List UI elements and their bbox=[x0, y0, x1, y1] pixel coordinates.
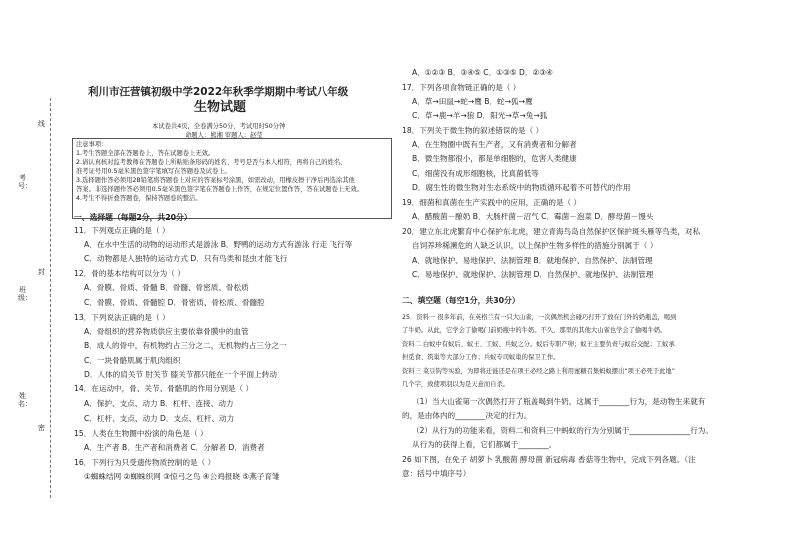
subject-title: 生物试题 bbox=[194, 100, 247, 115]
question-line: 13．下列说法正确的是（ ） bbox=[74, 313, 170, 322]
binding-line bbox=[50, 98, 51, 498]
notice-line: 准考证号用0.5毫米黑色签字笔填写在答题卷及试卷上。 bbox=[76, 168, 231, 175]
question-line: A．骨组织的营养物质供应主要依靠骨膜中的血管 bbox=[84, 327, 249, 336]
exam-info: 本试卷共4页，全卷满分50分，考试用时50分钟 bbox=[152, 123, 286, 130]
passage-line: 担觅食、筑巢等大部分工作；兵蚁专司蚁巢的保卫工作。 bbox=[402, 354, 560, 361]
question-line: 自饲养珍稀濒危的人缺乏认识，以上保护生物多样性的措施分别属于（ ） bbox=[412, 241, 658, 250]
fill-question-line: （2）从行为的功能来看，资料二和资料三中蚂蚁的行为分别属于________________行为。 bbox=[412, 426, 713, 435]
question-line: 18．下列关于微生物的叙述错误的是（ ） bbox=[402, 126, 544, 135]
authors: 命题人：熊湘 审题人：赵莹 bbox=[185, 132, 263, 139]
notice-line: 4.考生不得折叠答题卷，保持答题卷的整洁。 bbox=[76, 195, 202, 202]
question-line: B．成人的骨中，有机物约占三分之二，无机物约占三分之一 bbox=[84, 341, 287, 350]
question-line: 11．下列观点正确的是（ ） bbox=[74, 226, 170, 235]
notice-line: 答案。非选择题作答必须用0.5毫米黑色签字笔在答题卷上作答，在规定位置作答，答在试题卷上无效。 bbox=[76, 186, 364, 193]
question-line: 20．建立东北虎繁育中心保护东北虎，建立青海鸟岛自然保护区保护斑头雁等鸟类，对私 bbox=[402, 227, 701, 236]
question-line: 15．人类在生物圈中扮演的角色是（ ） bbox=[74, 429, 208, 438]
section-title-choice: 一、选择题（每题2分，共20分） bbox=[74, 213, 192, 222]
question-line: B．微生物都很小，都是单细胞的，危害人类健康 bbox=[412, 154, 577, 163]
question-line: C．细菌没有成形细胞核，比真菌低等 bbox=[412, 169, 539, 178]
question-line: A．草→田鼠→蛇→鹰 B．蛇→狐→鹰 bbox=[412, 97, 533, 106]
notice-line: 2.请认真核对监考教师在答题卷上所粘贴条形码的姓名、考号是否与本人相符，再将自己的姓名、 bbox=[76, 159, 347, 166]
question-line: C．草→鹿→羊→狼 D．阳光→草→兔→狐 bbox=[412, 111, 548, 120]
question-line: D．腐生性的微生物对生态系统中的物质循环起着不可替代的作用 bbox=[412, 183, 631, 192]
question-line: C．动物都是人独特的运动方式 D．只有鸟类和昆虫才能飞行 bbox=[84, 254, 288, 263]
passage-line: 了牛奶。从此，它学会了偷喝门前奶瓶中的牛奶。不久，那里的其他大山雀也学会了偷喝牛奶。 bbox=[402, 327, 667, 334]
fill-question-line: 从行为的获得上看，它们都属于________。 bbox=[412, 440, 557, 449]
fill-question-line: 意：括号中填序号） bbox=[402, 469, 471, 478]
question-line: 14．在运动中，骨、关节、骨骼肌的作用分别是（ ） bbox=[74, 384, 254, 393]
question-line: A．在生物圈中既有生产者，又有消费者和分解者 bbox=[412, 140, 577, 149]
gutter-char-line: 线 bbox=[38, 120, 45, 128]
question-line: A．保护、支点、动力 B．杠杆、连接、动力 bbox=[84, 399, 234, 408]
gutter-char-seal: 封 bbox=[38, 268, 45, 276]
passage-line: 资料三 菜豆钩等实验，为即将迁徙还是在项王必经之路上利用蜜糖召集蚂蚁摆出“项王必死于此地” bbox=[402, 368, 675, 375]
passage-line: 25．资料一 很多年前，在英格兰有一只大山雀，一次偶然机会碰巧打开了放在门外的奶瓶盖，喝到 bbox=[402, 314, 677, 321]
question-line: A．醋酸菌－酿奶 B．大肠杆菌－沼气 C．霉菌－泡菜 D．酵母菌－馒头 bbox=[412, 212, 654, 221]
question-line: A．骨膜、骨质、骨髓 B．骨髓、骨密质、骨松质 bbox=[84, 283, 249, 292]
gutter-class-label: 班级： bbox=[18, 286, 32, 302]
question-line: C．杠杆、支点、动力 D．支点、杠杆、动力 bbox=[84, 414, 235, 423]
question-line: A．生产者 B．生产者和消费者 C．分解者 D．消费者 bbox=[84, 443, 265, 452]
question-line: C．一块骨骼肌属于肌肉组织 bbox=[84, 356, 181, 365]
question-line: 17．下列各项食物链正确的是（ ） bbox=[402, 83, 521, 92]
question-line: C．易地保护、就地保护、法制管理 D．自然保护、就地保护、法制管理 bbox=[412, 270, 654, 279]
notice-line: 1.考生答题全部在答题卷上，答在试题卷上无效。 bbox=[76, 150, 215, 157]
fill-question-line: （1）当大山雀第一次偶然打开了瓶盖喝到牛奶，这属于________行为，是动物生来就有 bbox=[412, 397, 706, 406]
passage-line: 资料二 白蚁中有蚁后、蚁王、工蚁、兵蚁之分。蚁后专职产卵；蚁王主要负责与蚁后交配；工蚁承 bbox=[402, 341, 675, 348]
gutter-char-close: 密 bbox=[38, 424, 45, 432]
gutter-exam-no-label: 考号： bbox=[18, 174, 32, 190]
school-title: 利川市汪营镇初级中学2022年秋季学期期中考试八年级 bbox=[88, 86, 349, 98]
question-line: 16．下列行为只受遗传物质控制的是（ ） bbox=[74, 458, 216, 467]
gutter-name-label: 姓名： bbox=[18, 392, 32, 408]
notice-line: 3.选择题作答必须用2B铅笔将答题卷上对应的答案标号涂黑，如需改动，用橡皮擦干净后再选涂其他 bbox=[76, 177, 355, 184]
passage-line: 几个字，致使项羽以为是天意而自杀。 bbox=[402, 381, 510, 388]
question-line: A．①②③ B．③④⑤ C．①③⑤ D．②③④ bbox=[412, 68, 553, 77]
question-line: 19．细菌和真菌在生产实践中的应用，正确的是（ ） bbox=[402, 198, 582, 207]
question-line: 12．骨的基本结构可以分为（ ） bbox=[74, 269, 185, 278]
question-line: ①蜘蛛结网 ②蜘蛛织网 ③惊弓之鸟 ④公鸡报晓 ⑤燕子育雏 bbox=[84, 472, 280, 481]
question-line: C．骨膜、骨质、骨髓腔 D．骨密质、骨松质、骨髓腔 bbox=[84, 298, 265, 307]
question-line: A．就地保护、易地保护、法制管理 B．就地保护、自然保护、法制管理 bbox=[412, 256, 653, 265]
fill-question-line: 的，是由体内的________决定的行为。 bbox=[402, 411, 532, 420]
notice-heading: 注意事项： bbox=[76, 141, 108, 148]
section-title-fill: 二、填空题（每空1分，共30分） bbox=[402, 296, 520, 305]
question-line: A．在水中生活的动物的运动形式是游泳 B．野鸭的运动方式有游泳 行走 飞行等 bbox=[84, 240, 353, 249]
question-line: D．人体的肩关节 肘关节 膝关节都只能在一个平面上转动 bbox=[84, 370, 277, 379]
fill-question-line: 26 如下图，在免子 胡萝卜 乳酸菌 酵母菌 新冠病毒 香菇等生物中，完成下列各题。（注 bbox=[402, 455, 696, 464]
